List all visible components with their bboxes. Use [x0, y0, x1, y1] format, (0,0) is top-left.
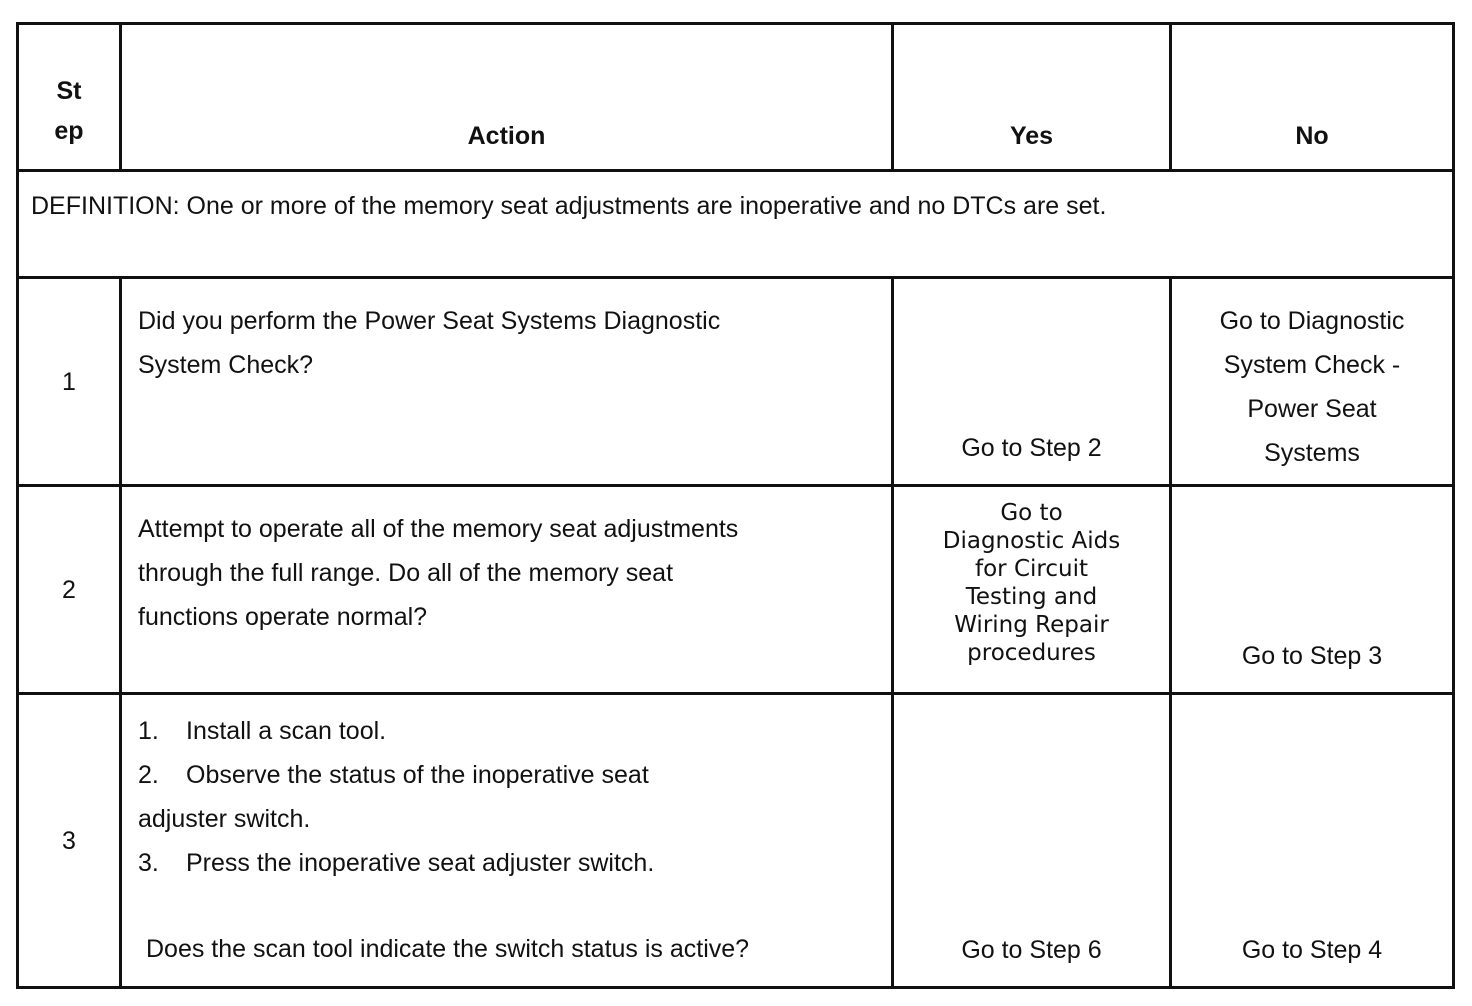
header-step	[18, 24, 121, 171]
list-item	[138, 709, 877, 753]
no-cell: Go to Step 3	[1171, 486, 1454, 694]
header-no: No	[1171, 24, 1454, 171]
yes-cell	[893, 486, 1171, 694]
no-line: Power Seat	[1247, 395, 1377, 423]
list-item	[138, 753, 877, 797]
no-cell	[1171, 278, 1454, 486]
action-line: functions operate normal?	[138, 603, 428, 631]
step-number: 3	[18, 694, 121, 988]
action-line: Attempt to operate all of the memory seat adjustments	[138, 515, 739, 543]
list-item-continuation: adjuster switch.	[138, 805, 311, 833]
table-row	[18, 278, 1454, 486]
step-number: 2	[18, 486, 121, 694]
header-action: Action	[121, 24, 893, 171]
yes-line: Wiring Repair	[954, 612, 1109, 638]
yes-line: for Circuit	[975, 556, 1088, 582]
header-step-line1: St	[56, 77, 82, 105]
action-cell	[121, 486, 893, 694]
no-line: System Check -	[1223, 351, 1401, 379]
action-line: through the full range. Do all of the memory seat	[138, 559, 674, 587]
list-number: 3.	[138, 849, 159, 877]
list-text: Install a scan tool.	[186, 717, 387, 745]
yes-cell: Go to Step 2	[893, 278, 1171, 486]
action-line: Did you perform the Power Seat Systems Diagnostic	[138, 307, 721, 335]
header-row	[18, 24, 1454, 171]
header-step-line2: ep	[54, 117, 84, 145]
diagnostic-table	[16, 22, 1455, 989]
question-text: Does the scan tool indicate the switch status is active?	[146, 935, 750, 963]
list-text: Press the inoperative seat adjuster switch.	[186, 849, 655, 877]
no-line: Go to Diagnostic	[1219, 307, 1405, 335]
definition-row	[18, 171, 1454, 278]
list-number: 1.	[138, 717, 159, 745]
list-number: 2.	[138, 761, 159, 789]
definition-text: DEFINITION: One or more of the memory seat adjustments are inoperative and no DTCs are set.	[18, 171, 1454, 278]
table-row	[18, 486, 1454, 694]
list-item	[138, 841, 877, 885]
action-cell	[121, 694, 893, 988]
instruction-list	[138, 709, 877, 885]
step-number: 1	[18, 278, 121, 486]
table-row	[18, 694, 1454, 988]
yes-line: Testing and	[965, 584, 1098, 610]
header-yes: Yes	[893, 24, 1171, 171]
action-line: System Check?	[138, 351, 314, 379]
yes-line: Go to	[1000, 500, 1063, 526]
action-cell	[121, 278, 893, 486]
yes-cell: Go to Step 6	[893, 694, 1171, 988]
no-cell: Go to Step 4	[1171, 694, 1454, 988]
yes-line: procedures	[967, 640, 1096, 666]
list-text: Observe the status of the inoperative seat	[186, 761, 649, 789]
no-line: Systems	[1264, 439, 1360, 467]
yes-line: Diagnostic Aids	[942, 528, 1121, 554]
